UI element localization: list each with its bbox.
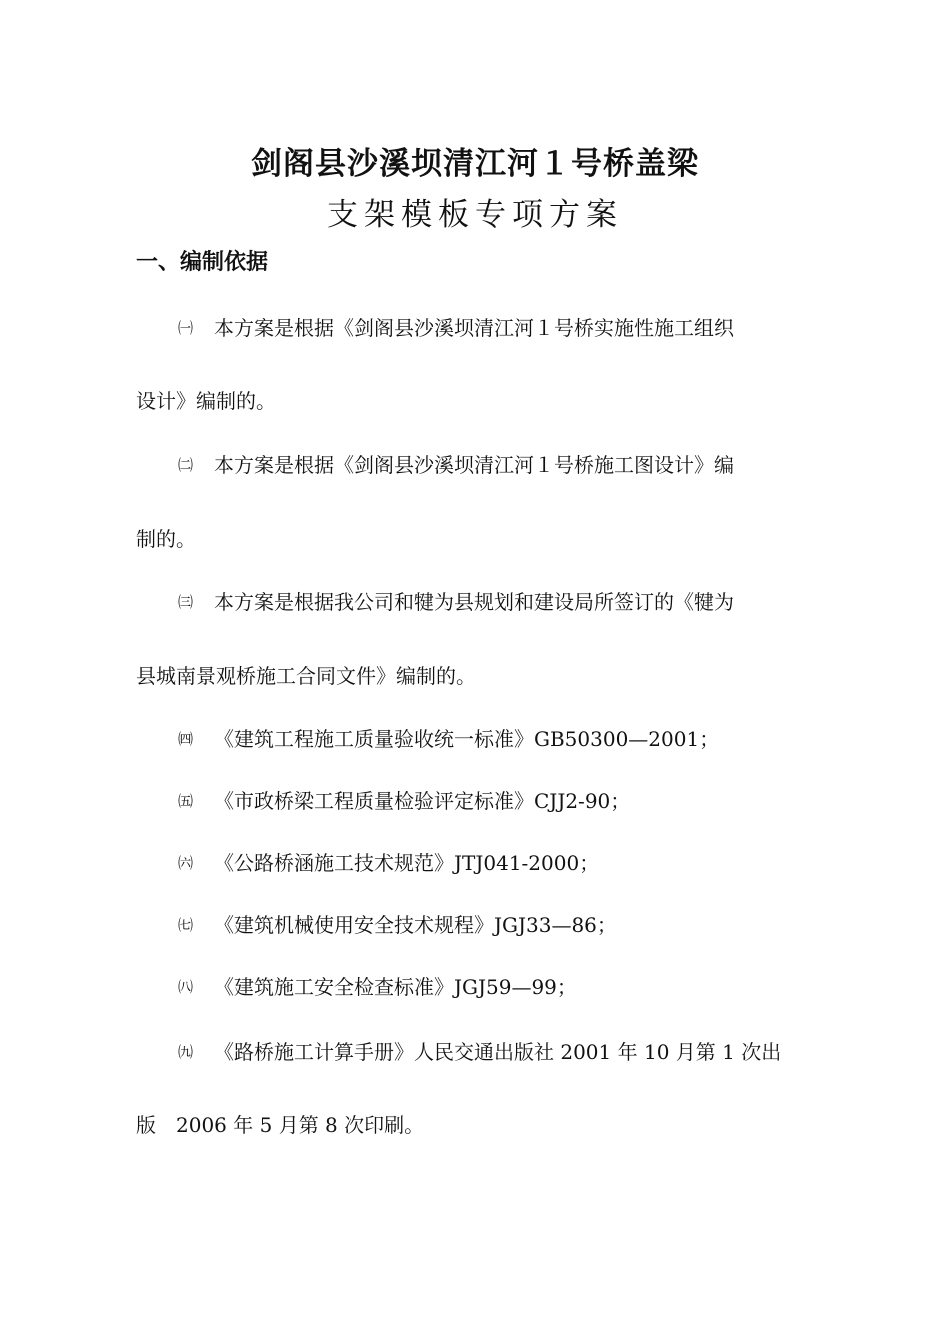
- document-title: 剑阁县沙溪坝清江河１号桥盖梁: [251, 146, 699, 182]
- item-continuation: 版 2006 年 5 月第 8 次印刷。: [136, 1113, 425, 1137]
- item-marker: ㈢: [178, 593, 194, 611]
- list-item: [178, 848, 599, 878]
- list-item: [178, 587, 734, 617]
- item-continuation: 县城南景观桥施工合同文件》编制的。: [136, 664, 476, 688]
- item-text: 本方案是根据我公司和犍为县规划和建设局所签订的《犍为: [214, 590, 734, 614]
- item-text: 本方案是根据《剑阁县沙溪坝清江河１号桥实施性施工组织: [214, 316, 734, 340]
- item-text: 《路桥施工计算手册》人民交通出版社 2001 年 10 月第 1 次出: [214, 1040, 782, 1064]
- item-marker: ㈦: [178, 916, 194, 934]
- list-item: [178, 724, 719, 754]
- item-marker: ㈣: [178, 730, 194, 748]
- item-text: 本方案是根据《剑阁县沙溪坝清江河１号桥施工图设计》编: [214, 453, 734, 477]
- item-marker: ㈡: [178, 456, 194, 474]
- list-item: [178, 786, 630, 816]
- item-text: 《建筑工程施工质量验收统一标准》GB50300—2001；: [214, 727, 720, 751]
- item-text: 《公路桥涵施工技术规范》JTJ041-2000；: [214, 851, 600, 875]
- item-text: 《建筑施工安全检查标准》JGJ59—99；: [214, 975, 577, 999]
- item-marker: ㈧: [178, 978, 194, 996]
- list-item: [178, 972, 577, 1002]
- item-marker: ㈥: [178, 854, 194, 872]
- section-heading: 一、编制依据: [136, 250, 269, 275]
- list-item: [178, 1037, 781, 1067]
- item-text: 《建筑机械使用安全技术规程》JGJ33—86；: [214, 913, 617, 937]
- item-marker: ㈨: [178, 1043, 194, 1061]
- item-marker: ㈤: [178, 792, 194, 810]
- list-item: [178, 450, 734, 480]
- item-text: 《市政桥梁工程质量检验评定标准》CJJ2-90；: [214, 789, 631, 813]
- document-subtitle: 支架模板专项方案: [327, 197, 623, 233]
- item-continuation: 制的。: [136, 527, 196, 551]
- list-item: [178, 910, 617, 940]
- list-item: [178, 313, 734, 343]
- item-marker: ㈠: [178, 319, 194, 337]
- item-continuation: 设计》编制的。: [136, 389, 276, 413]
